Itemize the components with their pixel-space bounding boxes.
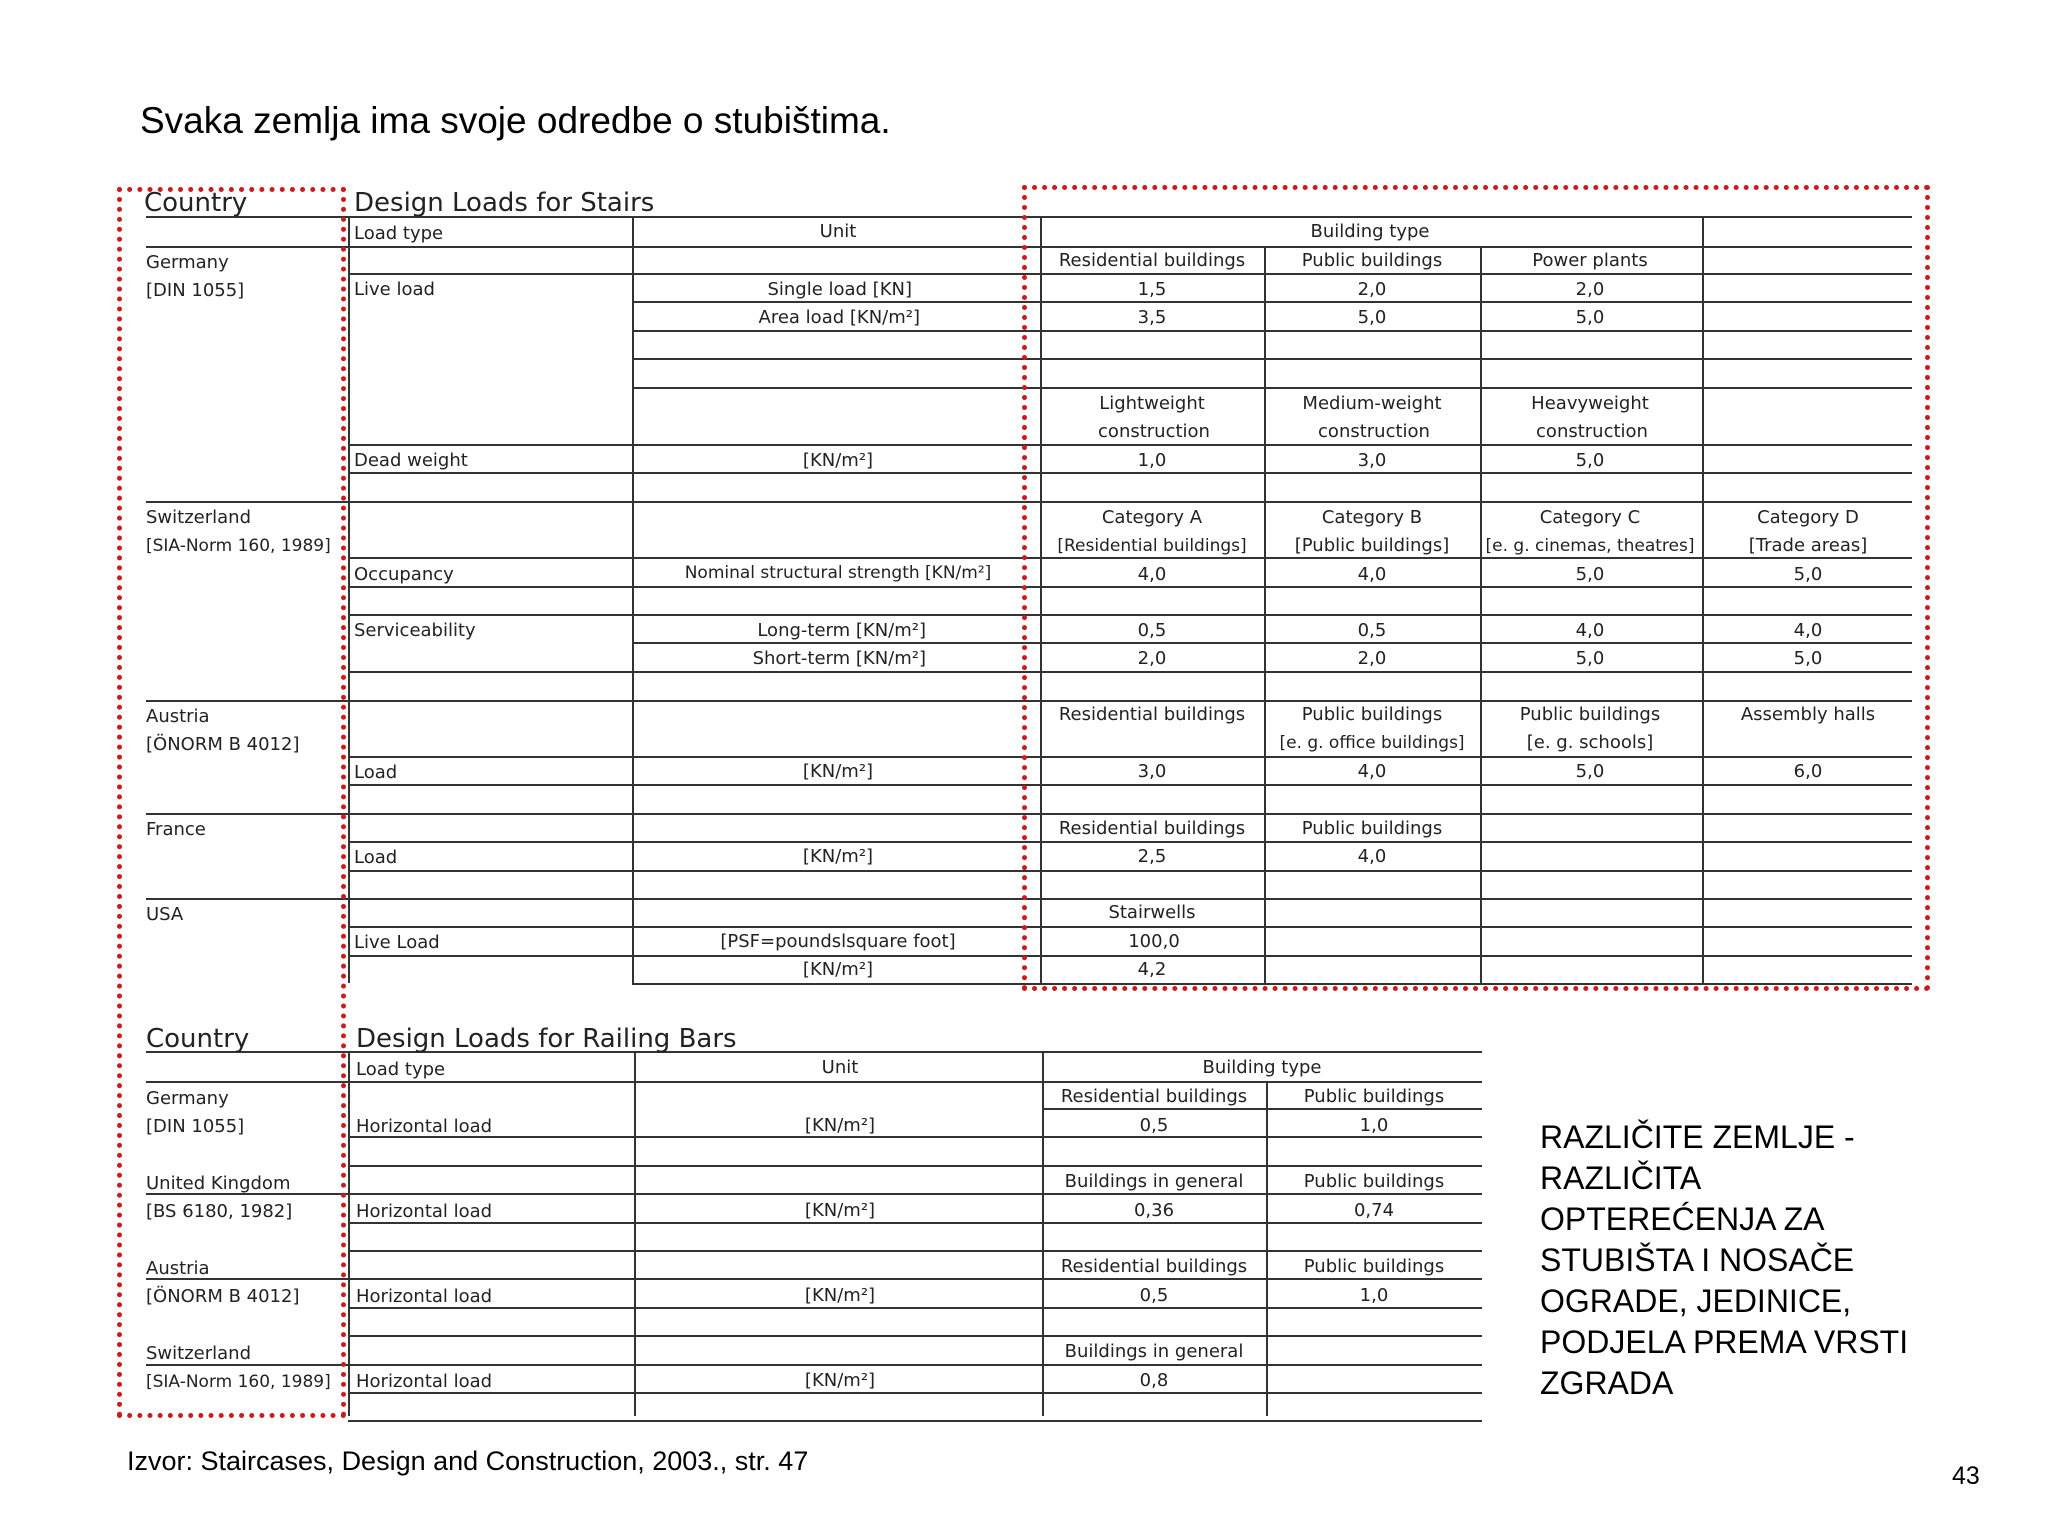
stairs-germany-area-load-unit: Area load [KN/m²] <box>758 307 920 328</box>
stairs-austria-col2-b: [e. g. office buildings] <box>1279 733 1465 753</box>
railing-load: Horizontal load <box>356 1371 493 1392</box>
railing-v1: 0,8 <box>1139 1370 1169 1391</box>
source-citation: Izvor: Staircases, Design and Construction, 2003., str. 47 <box>127 1446 809 1476</box>
stairs-austria-load-v1: 3,0 <box>1137 761 1167 782</box>
railing-col1: Buildings in general <box>1064 1341 1244 1362</box>
stairs-switzerland-cat-c: Category C <box>1539 507 1641 528</box>
stairs-unit-header: Unit <box>819 221 857 242</box>
stairs-germany-constr1-a: Lightweight <box>1099 393 1205 414</box>
railing-load: Horizontal load <box>356 1201 493 1222</box>
stairs-austria-country: Austria <box>146 706 210 727</box>
railing-country: United Kingdom <box>146 1173 291 1194</box>
stairs-switzerland-long-term-unit: Long-term [KN/m²] <box>757 620 926 641</box>
stairs-switzerland-short-term-unit: Short-term [KN/m²] <box>752 648 926 669</box>
stairs-switzerland-occupancy-v2: 4,0 <box>1357 564 1387 585</box>
stairs-austria-norm: [ÖNORM B 4012] <box>146 734 300 755</box>
stairs-switzerland-long-term-v1: 0,5 <box>1137 620 1167 641</box>
stairs-germany-country: Germany <box>146 252 229 273</box>
stairs-germany-constr2-b: construction <box>1318 421 1430 442</box>
railing-country-header: Country <box>146 1024 250 1054</box>
railing-norm: [BS 6180, 1982] <box>146 1201 293 1222</box>
stairs-germany-dead-weight-v2: 3,0 <box>1357 450 1387 471</box>
side-note: RAZLIČITE ZEMLJE - RAZLIČITA OPTEREĆENJA ZA STUBIŠTA I NOSAČE OGRADE, JEDINICE, PODJELA PREMA VRSTI ZGRADA <box>1540 1119 1909 1401</box>
stairs-switzerland-norm: [SIA-Norm 160, 1989] <box>146 536 331 556</box>
stairs-usa-country: USA <box>146 904 184 925</box>
railing-v1: 0,5 <box>1139 1115 1169 1136</box>
stairs-load-type-header: Load type <box>354 223 444 244</box>
stairs-switzerland-serviceability: Serviceability <box>354 620 476 641</box>
stairs-austria-col4: Assembly halls <box>1740 704 1876 725</box>
stairs-germany-col2: Public buildings <box>1301 250 1443 271</box>
railing-load: Horizontal load <box>356 1286 493 1307</box>
stairs-germany-live-load: Live load <box>354 279 435 300</box>
railing-unit: [KN/m²] <box>804 1285 876 1306</box>
stairs-germany-constr3-a: Heavyweight <box>1531 393 1649 414</box>
stairs-usa-live-load: Live Load <box>354 932 440 953</box>
stairs-usa-kn-value: 4,2 <box>1137 959 1167 980</box>
railing-unit: [KN/m²] <box>804 1200 876 1221</box>
railing-col2: Public buildings <box>1303 1171 1445 1192</box>
stairs-switzerland-occupancy-v3: 5,0 <box>1575 564 1605 585</box>
stairs-germany-dead-weight: Dead weight <box>354 450 468 471</box>
stairs-germany-col1: Residential buildings <box>1058 250 1246 271</box>
stairs-austria-load-v3: 5,0 <box>1575 761 1605 782</box>
stairs-germany-single-load-v1: 1,5 <box>1137 279 1167 300</box>
railing-v2: 1,0 <box>1359 1115 1389 1136</box>
stairs-austria-col3-a: Public buildings <box>1519 704 1661 725</box>
stairs-switzerland-cat-d: Category D <box>1757 507 1859 528</box>
stairs-germany-dead-weight-v3: 5,0 <box>1575 450 1605 471</box>
stairs-switzerland-cat-b-sub: [Public buildings] <box>1294 535 1450 556</box>
stairs-switzerland-occupancy: Occupancy <box>354 564 454 585</box>
stairs-austria-load-v2: 4,0 <box>1357 761 1387 782</box>
stairs-germany-constr1-b: construction <box>1098 421 1210 442</box>
stairs-switzerland-cat-d-sub: [Trade areas] <box>1748 535 1868 556</box>
stairs-switzerland-cat-c-sub: [e. g. cinemas, theatres] <box>1485 536 1695 556</box>
railing-country: Germany <box>146 1088 229 1109</box>
stairs-switzerland-cat-a: Category A <box>1101 507 1203 528</box>
railing-v2: 1,0 <box>1359 1285 1389 1306</box>
stairs-switzerland-short-term-v4: 5,0 <box>1793 648 1823 669</box>
stairs-austria-col3-b: [e. g. schools] <box>1526 732 1654 753</box>
railing-v1: 0,36 <box>1133 1200 1175 1221</box>
railing-country: Switzerland <box>146 1343 251 1364</box>
stairs-germany-single-load-unit: Single load [KN] <box>767 279 912 300</box>
railing-col1: Residential buildings <box>1060 1256 1248 1277</box>
stairs-france-load: Load <box>354 847 398 868</box>
railing-unit: [KN/m²] <box>804 1370 876 1391</box>
stairs-germany-single-load-v3: 2,0 <box>1575 279 1605 300</box>
stairs-austria-col1: Residential buildings <box>1058 704 1246 725</box>
railing-col2: Public buildings <box>1303 1086 1445 1107</box>
stairs-austria-col2-a: Public buildings <box>1301 704 1443 725</box>
railing-load-type-header: Load type <box>356 1059 446 1080</box>
stairs-germany-constr3-b: construction <box>1536 421 1648 442</box>
stairs-france-col2: Public buildings <box>1301 818 1443 839</box>
railing-v1: 0,5 <box>1139 1285 1169 1306</box>
stairs-switzerland-short-term-v3: 5,0 <box>1575 648 1605 669</box>
stairs-switzerland-occupancy-v4: 5,0 <box>1793 564 1823 585</box>
railing-unit-header: Unit <box>821 1057 859 1078</box>
stairs-switzerland-occupancy-unit: Nominal structural strength [KN/m²] <box>684 563 992 583</box>
railing-col2: Public buildings <box>1303 1256 1445 1277</box>
stairs-switzerland-occupancy-v1: 4,0 <box>1137 564 1167 585</box>
stairs-germany-col3: Power plants <box>1532 250 1648 271</box>
stairs-germany-norm: [DIN 1055] <box>146 280 245 301</box>
railing-norm: [DIN 1055] <box>146 1116 245 1137</box>
stairs-switzerland-short-term-v1: 2,0 <box>1137 648 1167 669</box>
stairs-austria-load: Load <box>354 762 398 783</box>
stairs-germany-area-load-v1: 3,5 <box>1137 307 1167 328</box>
railing-load: Horizontal load <box>356 1116 493 1137</box>
stairs-france-load-v2: 4,0 <box>1357 846 1387 867</box>
stairs-country-header: Country <box>144 188 248 218</box>
stairs-building-type-header: Building type <box>1310 221 1430 242</box>
stairs-switzerland-long-term-v4: 4,0 <box>1793 620 1823 641</box>
stairs-switzerland-cat-a-sub: [Residential buildings] <box>1057 536 1247 556</box>
stairs-france-load-unit: [KN/m²] <box>802 846 874 867</box>
railing-col1: Residential buildings <box>1060 1086 1248 1107</box>
railing-title: Design Loads for Railing Bars <box>356 1024 737 1054</box>
stairs-switzerland-long-term-v2: 0,5 <box>1357 620 1387 641</box>
stairs-germany-single-load-v2: 2,0 <box>1357 279 1387 300</box>
stairs-usa-col1: Stairwells <box>1108 902 1196 923</box>
railing-unit: [KN/m²] <box>804 1115 876 1136</box>
stairs-usa-psf-unit: [PSF=poundslsquare foot] <box>720 931 956 952</box>
stairs-usa-psf-value: 100,0 <box>1128 931 1180 952</box>
page-number: 43 <box>1952 1462 1980 1490</box>
railing-norm: [SIA-Norm 160, 1989] <box>146 1372 331 1392</box>
stairs-switzerland-cat-b: Category B <box>1321 507 1423 528</box>
stairs-switzerland-country: Switzerland <box>146 507 251 528</box>
stairs-germany-constr2-a: Medium-weight <box>1302 393 1442 414</box>
railing-building-type-header: Building type <box>1202 1057 1322 1078</box>
stairs-austria-load-v4: 6,0 <box>1793 761 1823 782</box>
stairs-france-col1: Residential buildings <box>1058 818 1246 839</box>
stairs-germany-dead-weight-unit: [KN/m²] <box>802 450 874 471</box>
stairs-austria-load-unit: [KN/m²] <box>802 761 874 782</box>
railing-v2: 0,74 <box>1353 1200 1395 1221</box>
stairs-france-country: France <box>146 819 206 840</box>
railing-norm: [ÖNORM B 4012] <box>146 1286 300 1307</box>
stairs-title: Design Loads for Stairs <box>354 188 655 218</box>
stairs-switzerland-short-term-v2: 2,0 <box>1357 648 1387 669</box>
railing-col1: Buildings in general <box>1064 1171 1244 1192</box>
slide-heading: Svaka zemlja ima svoje odredbe o stubištima. <box>140 100 891 141</box>
stairs-germany-dead-weight-v1: 1,0 <box>1137 450 1167 471</box>
stairs-usa-kn-unit: [KN/m²] <box>802 959 874 980</box>
stairs-germany-area-load-v3: 5,0 <box>1575 307 1605 328</box>
stairs-germany-area-load-v2: 5,0 <box>1357 307 1387 328</box>
stairs-france-load-v1: 2,5 <box>1137 846 1167 867</box>
railing-country: Austria <box>146 1258 210 1279</box>
stairs-switzerland-long-term-v3: 4,0 <box>1575 620 1605 641</box>
